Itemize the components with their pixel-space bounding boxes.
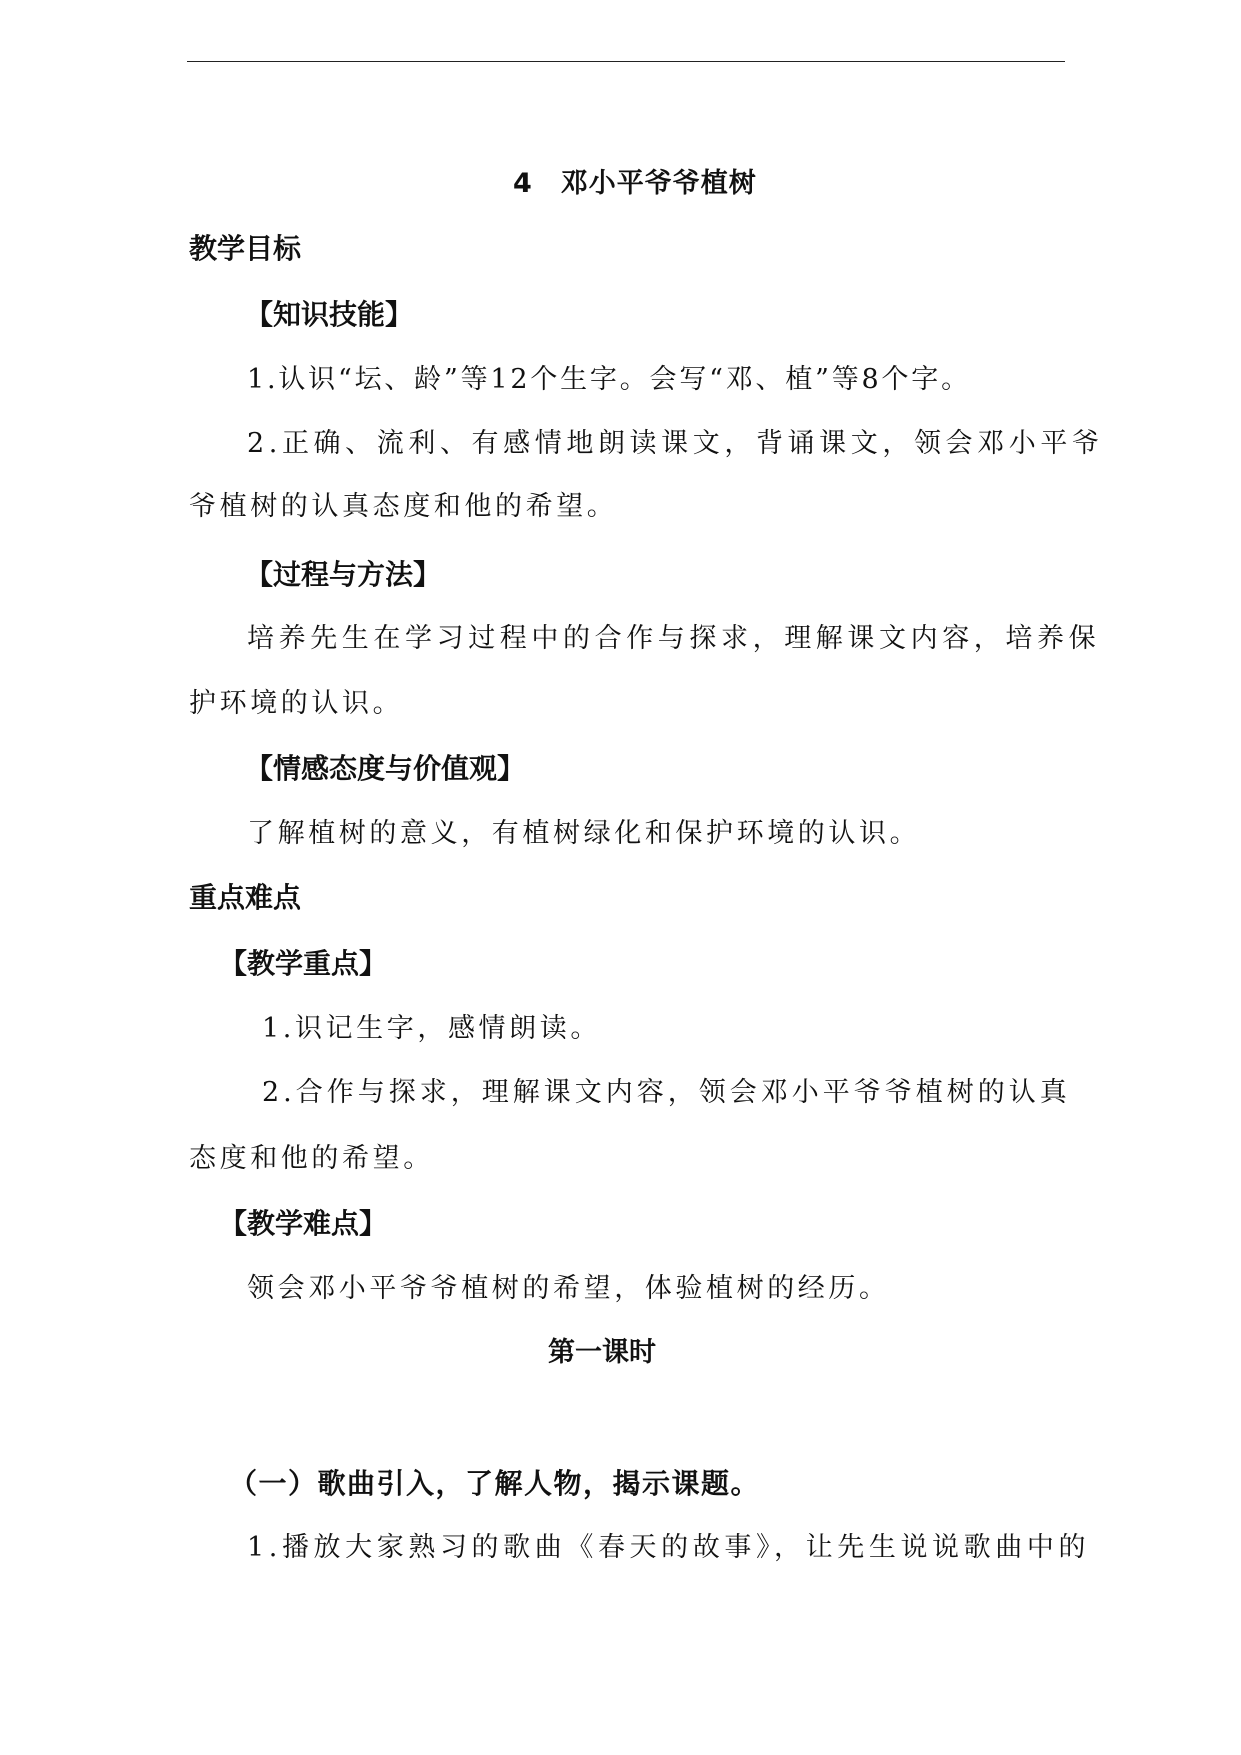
step-1-item-1: 1.播放大家熟习的歌曲《春天的故事》，让先生说说歌曲中的 bbox=[247, 1532, 1091, 1563]
header-rule bbox=[187, 61, 1065, 62]
difficulty-line-1: 领会邓小平爷爷植树的希望，体验植树的经历。 bbox=[247, 1273, 890, 1304]
knowledge-item-2-line-2: 爷植树的认真态度和他的希望。 bbox=[189, 491, 618, 522]
focus-item-2-line-1: 2.合作与探求，理解课文内容，领会邓小平爷爷植树的认真 bbox=[262, 1077, 1071, 1108]
emotion-line-1: 了解植树的意义，有植树绿化和保护环境的认识。 bbox=[247, 818, 921, 849]
step-1-heading: （一）歌曲引入，了解人物，揭示课题。 bbox=[229, 1467, 761, 1500]
difficulty-heading: 【教学难点】 bbox=[219, 1207, 388, 1240]
keypoints-heading: 重点难点 bbox=[189, 881, 302, 914]
process-line-1: 培养先生在学习过程中的合作与探求，理解课文内容，培养保 bbox=[247, 623, 1101, 654]
knowledge-item-2-line-1: 2.正确、流利、有感情地朗读课文，背诵课文，领会邓小平爷 bbox=[247, 428, 1104, 459]
objectives-heading: 教学目标 bbox=[189, 232, 302, 265]
focus-heading: 【教学重点】 bbox=[219, 947, 388, 980]
focus-item-1: 1.识记生字，感情朗读。 bbox=[262, 1013, 601, 1044]
process-line-2: 护环境的认识。 bbox=[189, 688, 404, 719]
focus-item-2-line-2: 态度和他的希望。 bbox=[189, 1143, 434, 1174]
lesson-heading: 第一课时 bbox=[548, 1337, 656, 1368]
knowledge-item-1: 1.认识“坛、龄”等12个生字。会写“邓、植”等8个字。 bbox=[247, 364, 971, 395]
knowledge-heading: 【知识技能】 bbox=[245, 298, 414, 331]
process-heading: 【过程与方法】 bbox=[245, 558, 442, 591]
emotion-heading: 【情感态度与价值观】 bbox=[245, 752, 526, 785]
page-title: 4 邓小平爷爷植树 bbox=[513, 168, 757, 199]
